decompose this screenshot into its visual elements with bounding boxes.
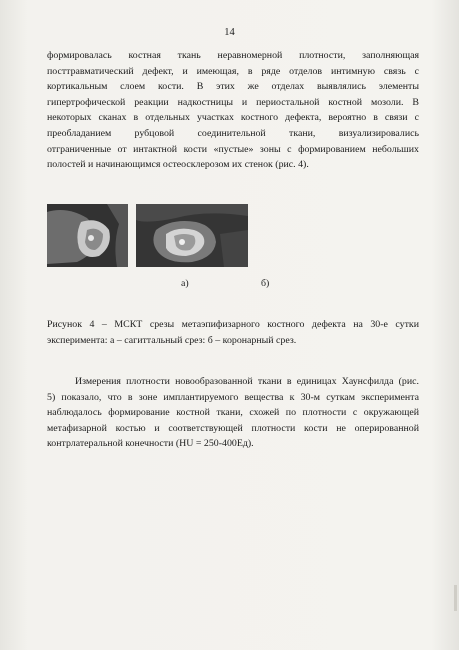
text-line: некоторых сканах в отдельных участках костного дефекта, вероятно в связи с bbox=[47, 112, 419, 124]
ct-image-sagittal bbox=[47, 204, 128, 267]
text-line: посттравматический дефект, и имеющая, в ряде отделов интимную связь с bbox=[47, 65, 419, 77]
text-line: гипертрофической реакции надкостницы и периостальной костной мозоли. В bbox=[47, 96, 419, 108]
text-line: преобладанием рубцовой соединительной ткани, визуализировались bbox=[47, 127, 419, 139]
text-line: отграниченные от интактной кости «пустые» зоны с формированием небольших bbox=[47, 143, 419, 155]
text-line: полостей и начинающимся остеосклерозом их стенок (рис. 4). bbox=[47, 159, 309, 171]
figure-label-b: б) bbox=[261, 278, 270, 289]
text-line: наблюдалось формирование костной ткани, схожей по плотности с окружающей bbox=[47, 407, 419, 419]
paragraph-results bbox=[47, 48, 419, 173]
figure-caption bbox=[47, 317, 419, 348]
page-edge-mark bbox=[454, 585, 457, 611]
text-line: 5) показало, что в зоне имплантируемого вещества к 30-м суткам эксперимента bbox=[47, 391, 419, 403]
figure-label-a: а) bbox=[181, 278, 189, 289]
text-line: контрлатеральной конечности (HU = 250-400Ед). bbox=[47, 438, 254, 450]
text-line: Измерения плотности новообразованной ткани в единицах Хаунсфилда (рис. bbox=[75, 376, 419, 387]
paragraph-density bbox=[47, 374, 419, 452]
text-line: кортикальным слоем кости. В этих же отделах выявлялись элементы bbox=[47, 81, 419, 93]
caption-line: эксперимента: а – сагиттальный срез: б – коронарный срез. bbox=[47, 334, 297, 346]
text-line: формировалась костная ткань неравномерной плотности, заполняющая bbox=[47, 50, 419, 61]
ct-image-coronal bbox=[136, 204, 248, 267]
page-number: 14 bbox=[224, 27, 235, 38]
caption-line: Рисунок 4 – МСКТ срезы метаэпифизарного костного дефекта на 30-е сутки bbox=[47, 319, 419, 330]
text-line: метафизарной костью и соответствующей плотности кости не оперированной bbox=[47, 422, 419, 434]
